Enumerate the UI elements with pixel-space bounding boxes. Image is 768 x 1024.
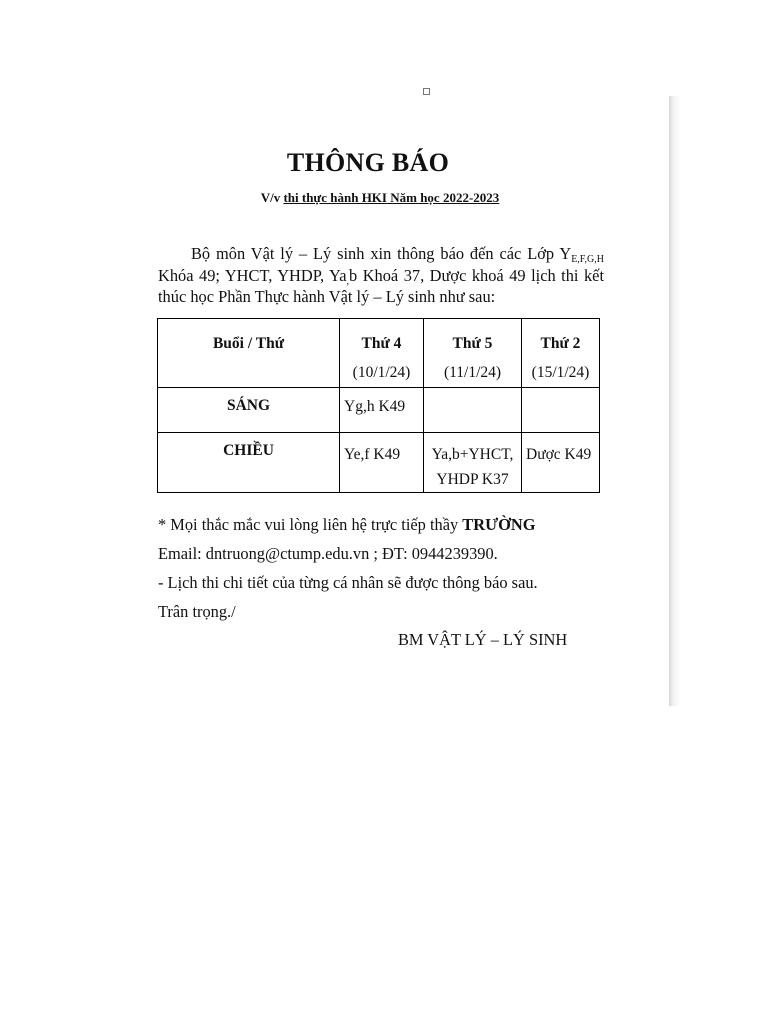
row-label-afternoon: CHIỀU [158,433,340,493]
header-session-day [158,319,340,388]
header-col0-label: Buổi / Thứ [212,335,285,352]
header-col1-date: (10/1/24) [352,364,411,381]
intro-part3: b Khoá 37, Dược khoá 49 lịch thi kết thúc học Phần Thực hành Vật lý – Lý sinh như sau: [158,265,604,306]
row-label-morning: SÁNG [158,388,340,433]
cell-morning-col3 [522,388,600,433]
page-edge-shadow [669,96,681,706]
document-subtitle [0,190,760,206]
paragraph-marker-icon [423,88,430,95]
cell-afternoon-col2-line1: Ya,b+YHCT, [431,446,514,463]
table-row-morning [158,388,600,433]
cell-afternoon-col1: Ye,f K49 [340,433,424,493]
header-col1 [340,319,424,388]
exam-schedule-table [157,318,600,493]
intro-part2: Khóa 49; YHCT, YHDP, Ya [158,265,347,285]
regards-line: Trân trọng./ [158,602,236,621]
intro-sub-comma: , [346,275,349,287]
email-line: Email: dntruong@ctump.edu.vn ; ĐT: 0944239390. [158,544,498,563]
header-col2 [424,319,522,388]
contact-name: TRƯỜNG [462,515,536,534]
document-title: THÔNG BÁO [286,148,450,177]
header-col2-day: Thứ 5 [452,335,493,352]
notes-section [158,510,618,626]
intro-paragraph [158,243,604,308]
table-header-row [158,319,600,388]
cell-morning-col2 [424,388,522,433]
subtitle-main: thi thực hành HKI Năm học 2022-2023 [283,190,500,205]
cell-afternoon-col2-line2: YHDP K37 [436,471,509,488]
subtitle-prefix: V/v [260,190,281,205]
header-col3-day: Thứ 2 [540,335,581,352]
intro-sub-classes: E,F,G,H [571,254,604,265]
cell-afternoon-col3: Dược K49 [522,433,600,493]
header-col3 [522,319,600,388]
intro-part1: Bộ môn Vật lý – Lý sinh xin thông báo đến các Lớp Y [191,244,572,263]
detail-line: - Lịch thi chi tiết của từng cá nhân sẽ được thông báo sau. [158,573,538,592]
table-row-afternoon [158,433,600,493]
header-col1-day: Thứ 4 [361,335,402,352]
cell-morning-col1: Yg,h K49 [340,388,424,433]
contact-prefix: * Mọi thắc mắc vui lòng liên hệ trực tiếp thầy [158,515,463,534]
header-col2-date: (11/1/24) [443,364,502,381]
header-col3-date: (15/1/24) [531,364,590,381]
signature: BM VẬT LÝ – LÝ SINH [398,630,568,649]
contact-line [158,510,618,539]
cell-afternoon-col2 [424,433,522,493]
